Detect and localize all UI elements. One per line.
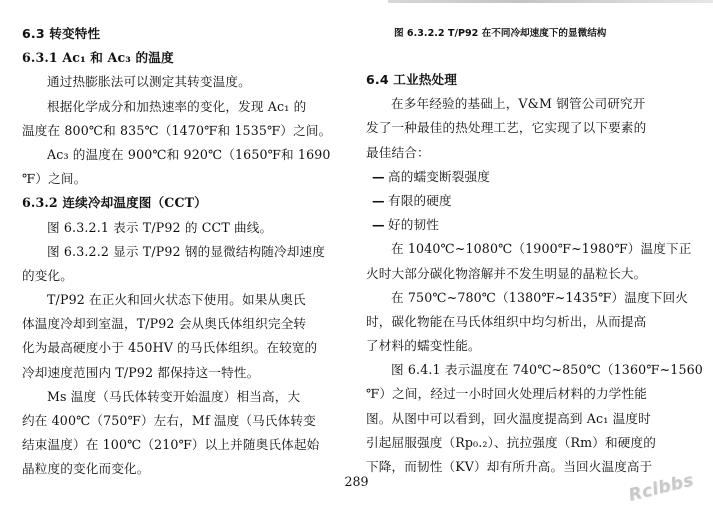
body-text-line: 图 6.3.2.2 显示 T/P92 钢的显微结构随冷却速度 — [47, 243, 326, 259]
page-number: 289 — [344, 474, 369, 489]
subsection-heading-6-3-1: 6.3.1 Ac₁ 和 Ac₃ 的温度 — [22, 50, 174, 66]
top-border-strip — [388, 0, 713, 3]
body-text-line: T/P92 在正火和回火状态下使用。如果从奥氏 — [47, 292, 306, 308]
figure-caption: 图 6.3.2.2 T/P92 在不同冷却速度下的显微结构 — [394, 28, 607, 39]
body-text-line: 的变化。 — [22, 267, 73, 283]
body-text-line: 图 6.4.1 表示温度在 740℃~850℃（1360℉~1560 — [391, 362, 703, 378]
section-heading-6-3: 6.3 转变特性 — [22, 26, 101, 41]
left-column — [22, 22, 340, 482]
body-text-line: 在 1040℃~1080℃（1900℉~1980℉）温度下正 — [391, 241, 692, 257]
body-text-line: Ac₃ 的温度在 900℃和 920℃（1650℉和 1690 — [47, 146, 331, 162]
body-text-line: ℉）之间，经过一小时回火处理后材料的力学性能 — [366, 386, 647, 402]
body-text-line: 化为最高硬度小于 450HV 的马氏体组织。在较宽的 — [22, 340, 318, 356]
dash-bullet-icon: — — [372, 168, 385, 184]
body-text-line: 了材料的蠕变性能。 — [366, 338, 481, 354]
body-text-line: 约在 400℃（750℉）左右，Mf 温度（马氏体转变 — [22, 413, 316, 428]
dash-bullet-icon: — — [372, 192, 385, 208]
dash-bullet-icon: — — [372, 217, 385, 233]
right-column — [366, 22, 703, 479]
body-text-line: 时，碳化物能在马氏体组织中均匀析出，从而提高 — [366, 313, 647, 329]
body-text-line: 晶粒度的变化而变化。 — [22, 461, 150, 477]
body-text-line: 最佳结合： — [366, 144, 430, 160]
body-text-line: 发了一种最佳的热处理工艺，它实现了以下要素的 — [366, 120, 647, 136]
body-text-line: 结束温度）在 100℃（210℉）以上并随奥氏体起始 — [22, 437, 320, 453]
body-text-line: 在多年经验的基础上，V&M 钢管公司研究开 — [391, 96, 646, 112]
subsection-heading-6-3-2: 6.3.2 连续冷却温度图（CCT） — [22, 195, 207, 211]
spacer — [366, 46, 688, 68]
body-text-line: 引起屈服强度（Rp₀.₂）、抗拉强度（Rm）和硬度的 — [366, 434, 656, 450]
body-text-line: 温度在 800℃和 835℃（1470℉和 1535℉）之间。 — [22, 122, 332, 138]
body-text-line: 下降，而韧性（KV）却有所升高。当回火温度高于 — [366, 459, 653, 474]
body-text-line: Ms 温度（马氏体转变开始温度）相当高，大 — [47, 388, 301, 404]
body-text-line: 图 6.3.2.1 表示 T/P92 的 CCT 曲线。 — [47, 219, 273, 235]
body-text-line: 冷却速度范围内 T/P92 都保持这一特性。 — [22, 364, 260, 380]
bullet-item — [366, 213, 688, 237]
body-text-line: 图。从图中可以看到，回火温度提高到 Ac₁ 温度时 — [366, 410, 651, 426]
section-heading-6-4: 6.4 工业热处理 — [366, 72, 458, 87]
bullet-item — [366, 189, 688, 213]
body-text-line: ℉）之间。 — [22, 171, 87, 187]
bullet-item — [366, 165, 688, 189]
body-text-line: 在 750℃~780℃（1380℉~1435℉）温度下回火 — [391, 289, 688, 305]
bullet-text: 有限的硬度 — [388, 192, 452, 208]
watermark-logo: Rclbbs — [626, 470, 696, 506]
body-text-line: 火时大部分碳化物溶解并不发生明显的晶粒长大。 — [366, 265, 647, 281]
bullet-text: 好的韧性 — [388, 217, 439, 233]
bullet-text: 高的蠕变断裂强度 — [388, 168, 490, 184]
body-text-line: 通过热膨胀法可以测定其转变温度。 — [47, 74, 251, 90]
body-text-line: 根据化学成分和加热速率的变化，发现 Ac₁ 的 — [47, 98, 307, 114]
body-text-line: 体温度冷却到室温，T/P92 会从奥氏体组织完全转 — [22, 316, 307, 332]
